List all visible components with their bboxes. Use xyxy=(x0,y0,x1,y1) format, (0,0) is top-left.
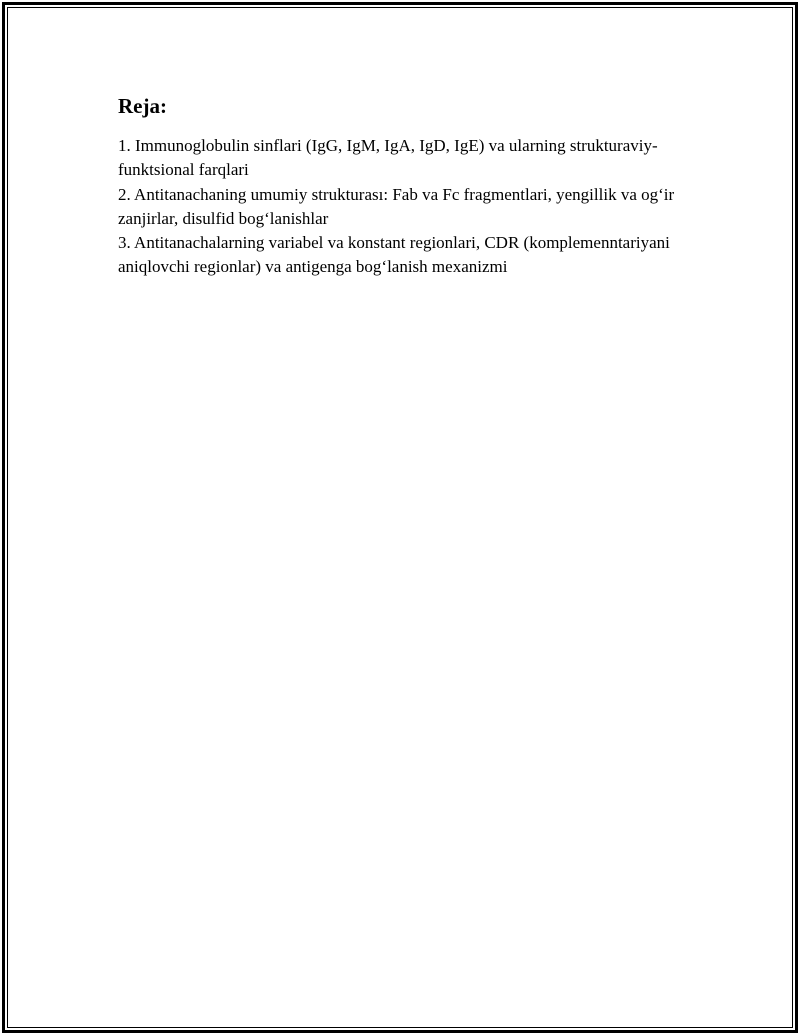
plan-item-1: 1. Immunoglobulin sinflari (IgG, IgM, IgA, IgD, IgE) va ularning strukturaviy-funktsional farqlari xyxy=(118,136,658,180)
plan-heading: Reja: xyxy=(118,94,167,118)
plan-item-3: 3. Antitanachalarning variabel va konstant regionlari, CDR (komplemenntariyani aniqlovchi regionlar) va antigenga bog‘lanish mexanizmi xyxy=(118,233,670,277)
document-body xyxy=(118,92,688,280)
plan-item-2: 2. Antitanachaning umumiy strukturası: Fab va Fc fragmentlari, yengillik va og‘ir zanjirlar, disulfid bog‘lanishlar xyxy=(118,184,675,228)
plan-list xyxy=(118,134,688,280)
